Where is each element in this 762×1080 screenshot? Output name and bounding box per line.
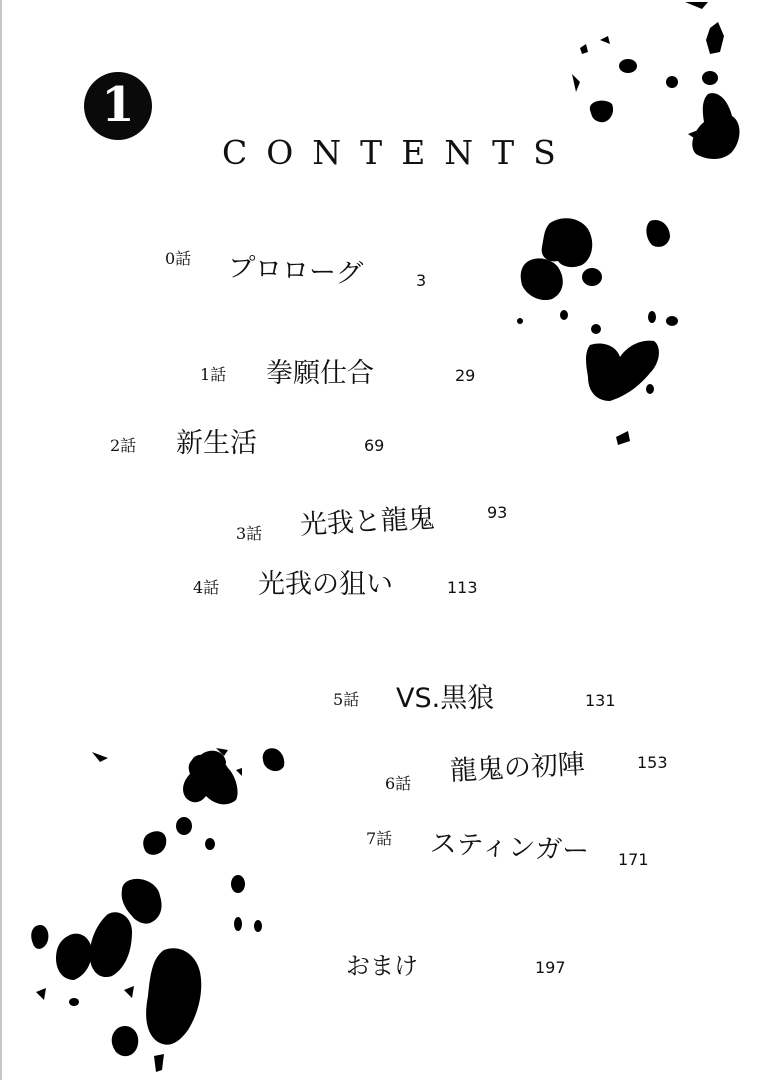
episode-number: 3話 (236, 524, 263, 543)
page-edge-rule (0, 0, 2, 1080)
page-number: 93 (487, 503, 508, 522)
page-number: 197 (535, 958, 566, 977)
page-number: 113 (447, 578, 478, 597)
episode-title: 光我と龍鬼 (299, 502, 436, 541)
episode-number: 1話 (200, 365, 227, 384)
page-number: 153 (637, 753, 668, 772)
episode-number: 2話 (110, 436, 137, 455)
ink-splatter-bottom-left (28, 740, 298, 1080)
page-number: 131 (585, 691, 616, 710)
page-number: 171 (618, 850, 649, 869)
episode-number: 5話 (333, 690, 360, 709)
episode-title: 新生活 (176, 428, 257, 459)
page-number: 69 (364, 436, 385, 455)
episode-title: 光我の狙い (258, 569, 393, 600)
episode-title: おまけ (346, 952, 418, 980)
page-number: 29 (455, 366, 476, 385)
episode-number: 0話 (165, 249, 192, 268)
ink-splatter-mid-right (510, 205, 700, 455)
episode-title: 拳願仕合 (266, 358, 374, 389)
ink-splatter-top-right (560, 0, 760, 180)
episode-title: スティンガー (429, 828, 590, 868)
volume-number: 1 (101, 77, 135, 133)
episode-title: 龍鬼の初陣 (449, 748, 586, 787)
contents-heading: CONTENTS (222, 133, 575, 172)
page-number: 3 (416, 271, 427, 290)
episode-number: 7話 (366, 829, 393, 848)
episode-title: プロローグ (227, 252, 364, 291)
episode-title: VS.黒狼 (396, 683, 495, 714)
episode-number: 4話 (193, 578, 220, 597)
episode-number: 6話 (385, 774, 412, 793)
volume-badge (84, 72, 152, 140)
